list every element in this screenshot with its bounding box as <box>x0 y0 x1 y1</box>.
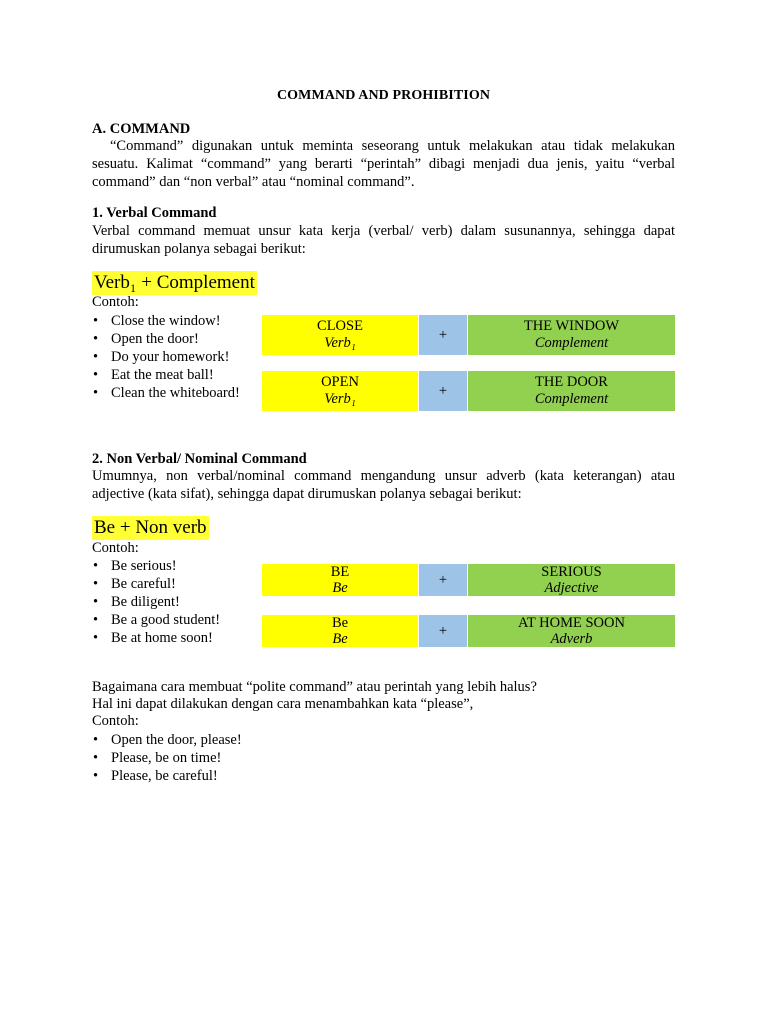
list-item: • Close the window! <box>93 313 221 329</box>
polite-example-list <box>92 731 242 785</box>
list-item: • Be diligent! <box>93 594 180 610</box>
list-item: • Eat the meat ball! <box>93 367 214 383</box>
section-a-heading: A. COMMAND <box>92 121 191 137</box>
nonverbal-example-list <box>92 557 220 647</box>
plus-cell: + <box>419 564 467 596</box>
list-item: • Do your homework! <box>93 349 230 365</box>
list-item: • Be serious! <box>93 558 177 574</box>
pattern-table-be-at-home <box>262 615 675 647</box>
plus-cell: + <box>419 315 467 355</box>
pattern-table-be-serious <box>262 564 675 596</box>
polite-example-label: Contoh: <box>92 713 139 729</box>
list-item: • Open the door, please! <box>93 732 242 748</box>
verbal-example-list <box>92 312 240 402</box>
plus-cell: + <box>419 371 467 411</box>
plus-cell: + <box>419 615 467 647</box>
verb-cell: CLOSE Verb₁ <box>262 315 418 355</box>
nonverbal-example-label: Contoh: <box>92 540 139 556</box>
complement-cell: THE WINDOW Complement <box>468 315 675 355</box>
verb-cell: BE Be <box>262 564 418 596</box>
list-item: • Please, be on time! <box>93 750 222 766</box>
verbal-formula: Verb₁ + Complement <box>94 272 255 293</box>
nonverbal-formula: Be + Non verb <box>94 517 207 538</box>
polite-question: Bagaimana cara membuat “polite command” atau perintah yang lebih halus? <box>92 679 537 695</box>
verb-cell: Be Be <box>262 615 418 647</box>
complement-cell: THE DOOR Complement <box>468 371 675 411</box>
complement-cell: SERIOUS Adjective <box>468 564 675 596</box>
list-item: • Be careful! <box>93 576 176 592</box>
list-item: • Be at home soon! <box>93 630 213 646</box>
nonverbal-description: Umumnya, non verbal/nominal command mengandung unsur adverb (kata keterangan) atau adjective (kata sifat), sehingga dapat dirumuskan polanya sebagai berikut: <box>92 468 675 502</box>
list-item: • Open the door! <box>93 331 199 347</box>
list-item: • Be a good student! <box>93 612 221 628</box>
verbal-description: Verbal command memuat unsur kata kerja (verbal/ verb) dalam susunannya, sehingga dapat dirumuskan polanya sebagai berikut: <box>92 223 675 257</box>
document-title: COMMAND AND PROHIBITION <box>276 88 491 103</box>
verbal-example-label: Contoh: <box>92 294 139 310</box>
pattern-table-close <box>262 315 675 355</box>
section-a-intro <box>92 137 675 191</box>
verbal-heading: 1. Verbal Command <box>92 205 217 221</box>
polite-answer: Hal ini dapat dilakukan dengan cara menambahkan kata “please”, <box>92 696 474 712</box>
list-item: • Please, be careful! <box>93 768 218 784</box>
verb-cell: OPEN Verb₁ <box>262 371 418 411</box>
list-item: • Clean the whiteboard! <box>93 385 240 401</box>
nonverbal-heading: 2. Non Verbal/ Nominal Command <box>92 451 307 467</box>
pattern-table-open <box>262 371 675 411</box>
section-a-intro-text: “Command” digunakan untuk meminta seseorang untuk melakukan atau tidak melakukan sesuatu. Kalimat “command” yang berarti “perintah” dibagi menjadi dua jenis, yaitu “verbal command” dan “non verbal” atau “nominal command”. <box>92 138 675 190</box>
complement-cell: AT HOME SOON Adverb <box>468 615 675 647</box>
